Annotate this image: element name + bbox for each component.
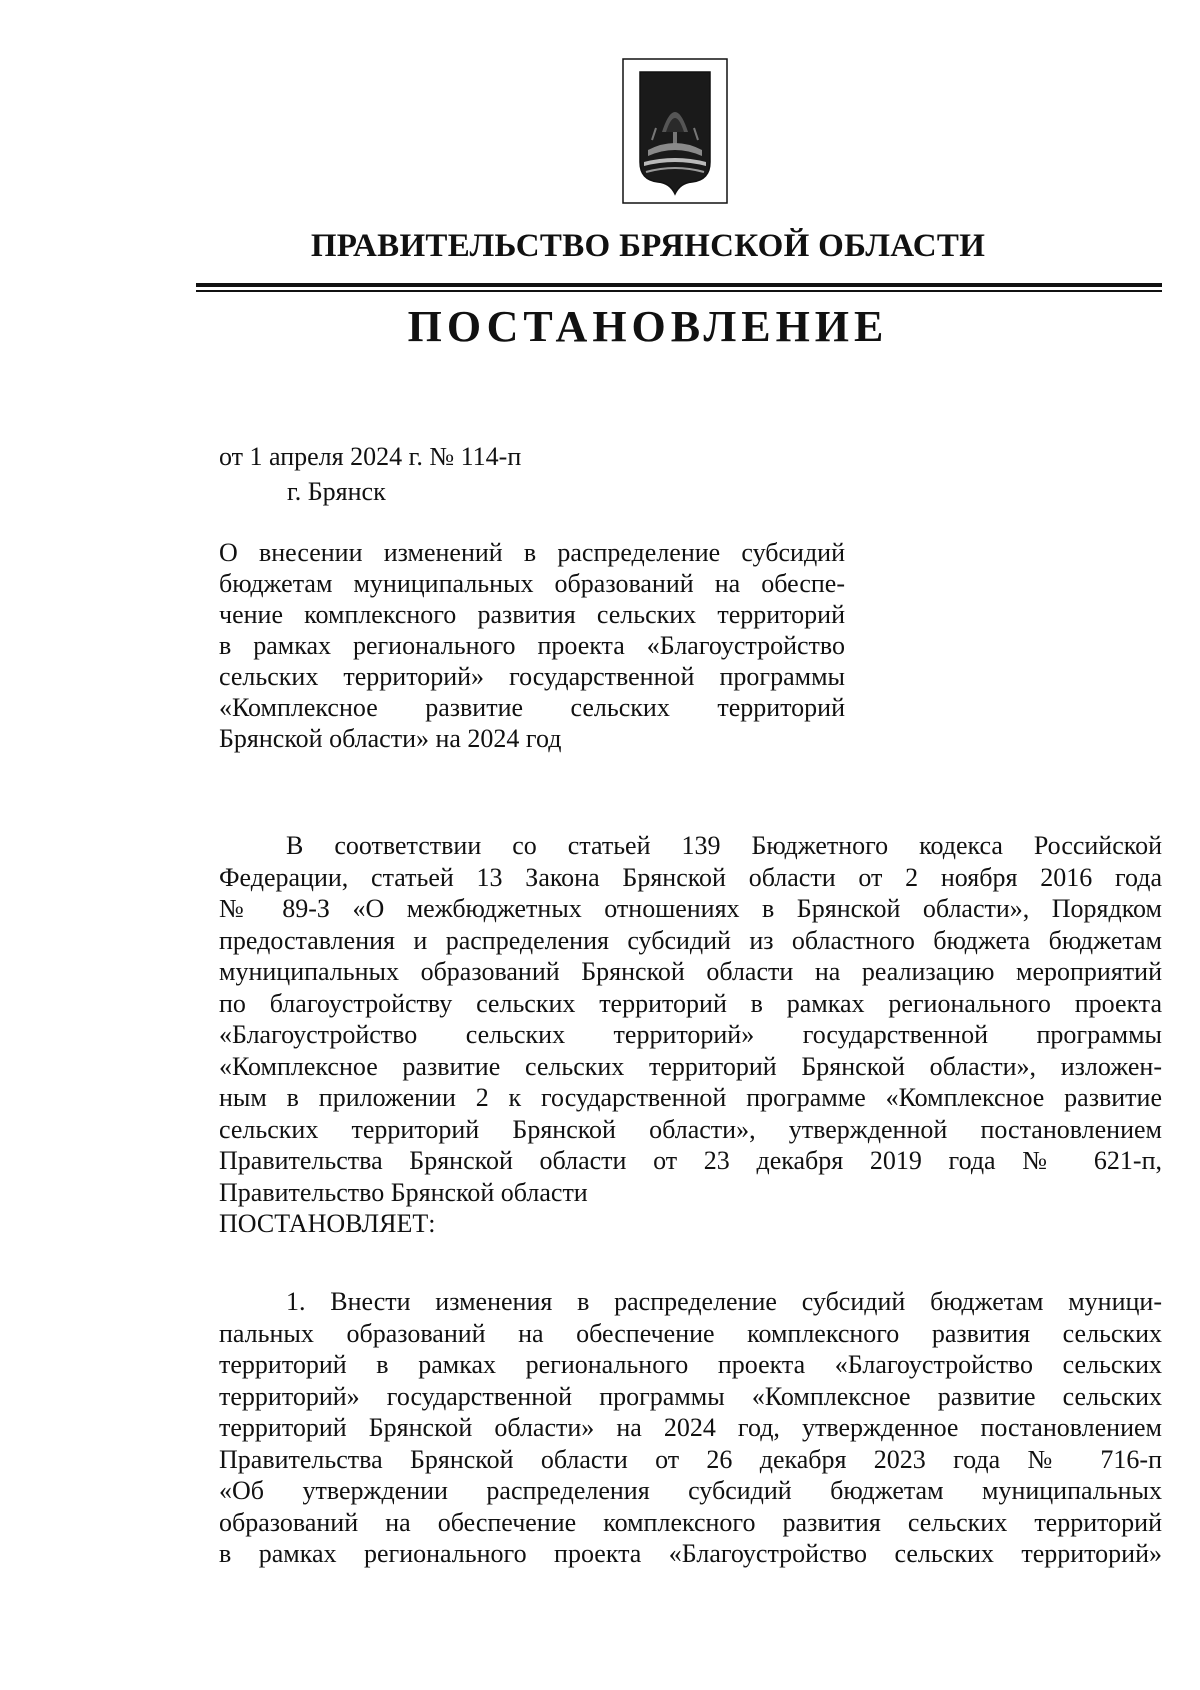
document-subject (219, 537, 845, 754)
subject-line: в рамках регионального проекта «Благоустройство (219, 631, 845, 660)
item-1-paragraph (219, 1286, 1162, 1570)
subject-line: Брянской области» на 2024 год (219, 724, 562, 753)
subject-line: бюджетам муниципальных образований на обеспе- (219, 569, 845, 598)
paragraph-line: 1. Внести изменения в распределение субсидий бюджетам муници- (286, 1287, 1162, 1316)
header-divider-thick (196, 283, 1162, 287)
paragraph-line: Федерации, статьей 13 Закона Брянской области от 2 ноября 2016 года (219, 862, 1162, 892)
paragraph-line: Правительства Брянской области от 23 декабря 2019 года № 621-п, (219, 1146, 1162, 1175)
paragraph-line: предоставления и распределения субсидий из областного бюджета бюджетам (219, 925, 1162, 955)
decree-word: ПОСТАНОВЛЯЕТ: (219, 1209, 436, 1238)
paragraph-line: Правительство Брянской области (219, 1177, 588, 1207)
paragraph-line: в рамках регионального проекта «Благоустройство сельских территорий» (219, 1539, 1162, 1568)
paragraph-line: образований на обеспечение комплексного развития сельских территорий (219, 1507, 1162, 1537)
document-meta (219, 439, 521, 509)
subject-line: О внесении изменений в распределение субсидий (219, 538, 845, 567)
paragraph-line: № 89-З «О межбюджетных отношениях в Брянской области», Порядком (219, 894, 1162, 923)
document-type-title: ПОСТАНОВЛЕНИЕ (407, 302, 889, 351)
paragraph-line: «Благоустройство сельских территорий» государственной программы (219, 1020, 1162, 1049)
paragraph-line: по благоустройству сельских территорий в рамках регионального проекта (219, 988, 1162, 1018)
paragraph-line: территорий в рамках регионального проекта «Благоустройство сельских (219, 1350, 1162, 1379)
header-divider-thin (196, 290, 1162, 292)
paragraph-line: Правительства Брянской области от 26 декабря 2023 года № 716-п (219, 1444, 1162, 1474)
city: г. Брянск (287, 477, 386, 506)
paragraph-line: В соответствии со статьей 139 Бюджетного кодекса Российской (286, 831, 1162, 860)
paragraph-line: «Об утверждении распределения субсидий бюджетам муниципальных (219, 1476, 1162, 1505)
government-name: ПРАВИТЕЛЬСТВО БРЯНСКОЙ ОБЛАСТИ (310, 228, 986, 264)
subject-line: сельских территорий» государственной программы (219, 662, 845, 691)
date-and-number: от 1 апреля 2024 г. № 114-п (219, 442, 522, 471)
paragraph-line: ным в приложении 2 к государственной программе «Комплексное развитие (219, 1083, 1162, 1112)
paragraph-line: «Комплексное развитие сельских территорий Брянской области», изложен- (219, 1051, 1162, 1081)
subject-line: чение комплексного развития сельских территорий (219, 600, 845, 629)
paragraph-line: территорий Брянской области» на 2024 год, утвержденное постановлением (219, 1413, 1162, 1442)
paragraph-line: территорий» государственной программы «Комплексное развитие сельских (219, 1381, 1162, 1411)
coat-of-arms-emblem (622, 58, 728, 204)
paragraph-line: муниципальных образований Брянской области на реализацию мероприятий (219, 957, 1162, 986)
subject-line: «Комплексное развитие сельских территорий (219, 693, 845, 722)
preamble-paragraph (219, 830, 1162, 1240)
paragraph-line: сельских территорий Брянской области», утвержденной постановлением (219, 1114, 1162, 1144)
paragraph-line: пальных образований на обеспечение комплексного развития сельских (219, 1318, 1162, 1348)
